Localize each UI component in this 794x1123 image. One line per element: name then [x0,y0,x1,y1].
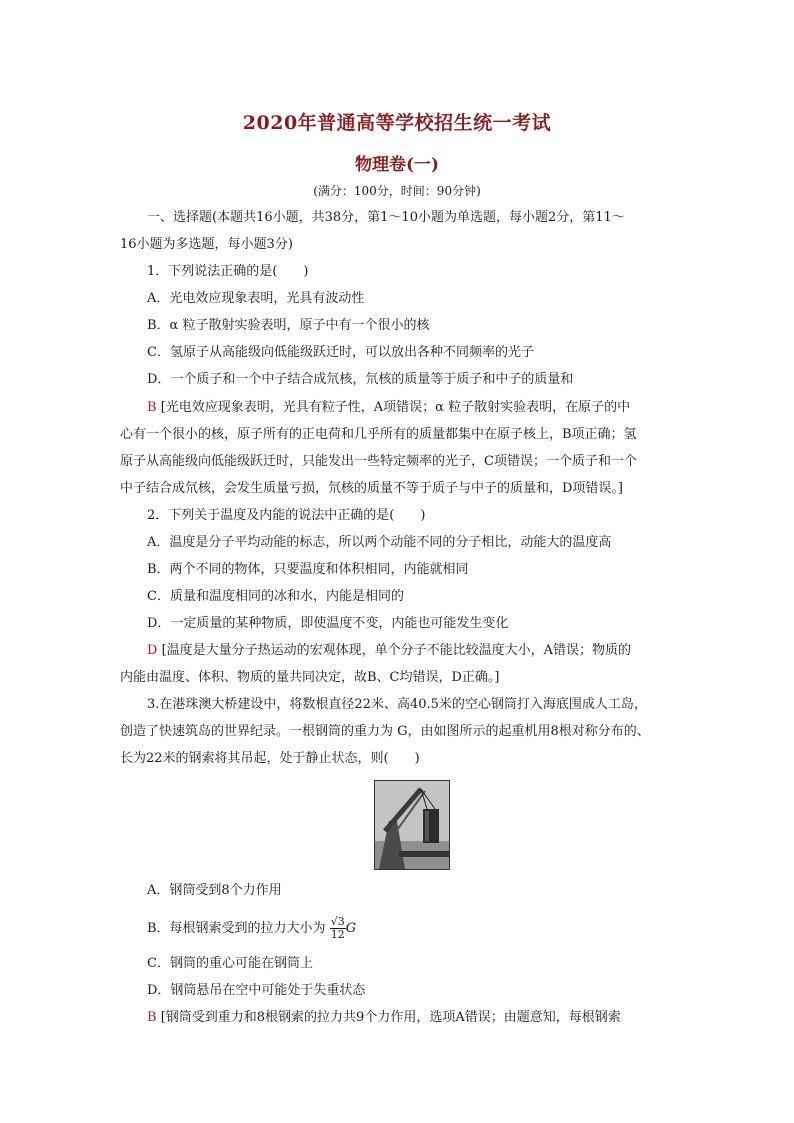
q2-explanation-line2: 内能由温度、体积、物质的量共同决定，故B、C均错误，D正确。] [120,670,500,685]
fraction-sqrt3-over-12: $\frac{√3}{12}$ [330,915,345,941]
q1-option-c: C．氢原子从高能级向低能级跃迁时，可以放出各种不同频率的光子 [147,345,534,360]
q1-option-b: B．α 粒子散射实验表明，原子中有一个很小的核 [147,318,430,333]
q1-stem: 1．下列说法正确的是( ) [147,264,309,279]
section-heading-line1: 一、选择题(本题共16小题，共38分，第1～10小题为单选题，每小题2分，第11～ [147,210,625,225]
q2-option-c: C．质量和温度相同的冰和水，内能是相同的 [147,589,404,604]
crane-photo [374,780,450,870]
crane-illustration [375,781,449,869]
q1-option-a: A．光电效应现象表明，光具有波动性 [147,291,365,306]
q3-explanation-line1: B [钢筒受到重力和8根钢索的拉力共9个力作用，选项A错误；由题意知，每根钢索 [147,1010,621,1025]
q2-option-b: B．两个不同的物体，只要温度和体积相同，内能就相同 [147,562,469,577]
q2-answer: D [147,643,158,658]
q1-explanation-line3: 原子从高能级向低能级跃迁时，只能发出一些特定频率的光子，C项错误；一个质子和一个 [120,454,637,469]
q1-explanation-line2: 心有一个很小的核，原子所有的正电荷和几乎所有的质量都集中在原子核上，B项正确；氢 [120,427,637,442]
paper-subtitle: 物理卷(一) [354,155,440,175]
q3-answer: B [147,1010,157,1025]
q3-option-b: B．每根钢索受到的拉力大小为 $\frac{√3}{12}$ G [147,915,357,941]
q3-stem-line3: 长为22米的钢索将其吊起，处于静止状态，则( ) [120,751,420,766]
q2-option-a: A．温度是分子平均动能的标志，所以两个动能不同的分子相比，动能大的温度高 [147,535,612,550]
q1-explanation-line4: 中子结合成氘核，会发生质量亏损，氘核的质量不等于质子与中子的质量和，D项错误。] [120,481,623,496]
q1-answer: B [147,400,157,415]
section-heading-line2: 16小题为多选题，每小题3分) [120,237,293,252]
q2-option-d: D．一定质量的某种物质，即使温度不变，内能也可能发生变化 [147,616,509,631]
q1-option-d: D．一个质子和一个中子结合成氘核，氘核的质量等于质子和中子的质量和 [147,372,574,387]
q3-option-d: D．钢筒悬吊在空中可能处于失重状态 [147,983,366,998]
page-title: 2020年普通高等学校招生统一考试 [242,112,552,134]
q3-stem-line2: 创造了快速筑岛的世界纪录。一根钢筒的重力为 G，由如图所示的起重机用8根对称分布的、 [120,724,650,739]
q3-stem-line1: 3.在港珠澳大桥建设中，将数根直径22米、高40.5米的空心钢筒打入海底围成人工岛， [147,697,647,712]
q2-stem: 2．下列关于温度及内能的说法中正确的是( ) [147,508,426,523]
q1-explanation-line1: B [光电效应现象表明，光具有粒子性，A项错误；α 粒子散射实验表明，在原子的中 [147,400,631,415]
q3-option-c: C．钢筒的重心可能在钢筒上 [147,956,313,971]
exam-meta: (满分：100分，时间：90分钟) [313,184,481,198]
q3-option-a: A．钢筒受到8个力作用 [147,883,282,898]
q2-explanation-line1: D [温度是大量分子热运动的宏观体现，单个分子不能比较温度大小，A错误；物质的 [147,643,632,658]
